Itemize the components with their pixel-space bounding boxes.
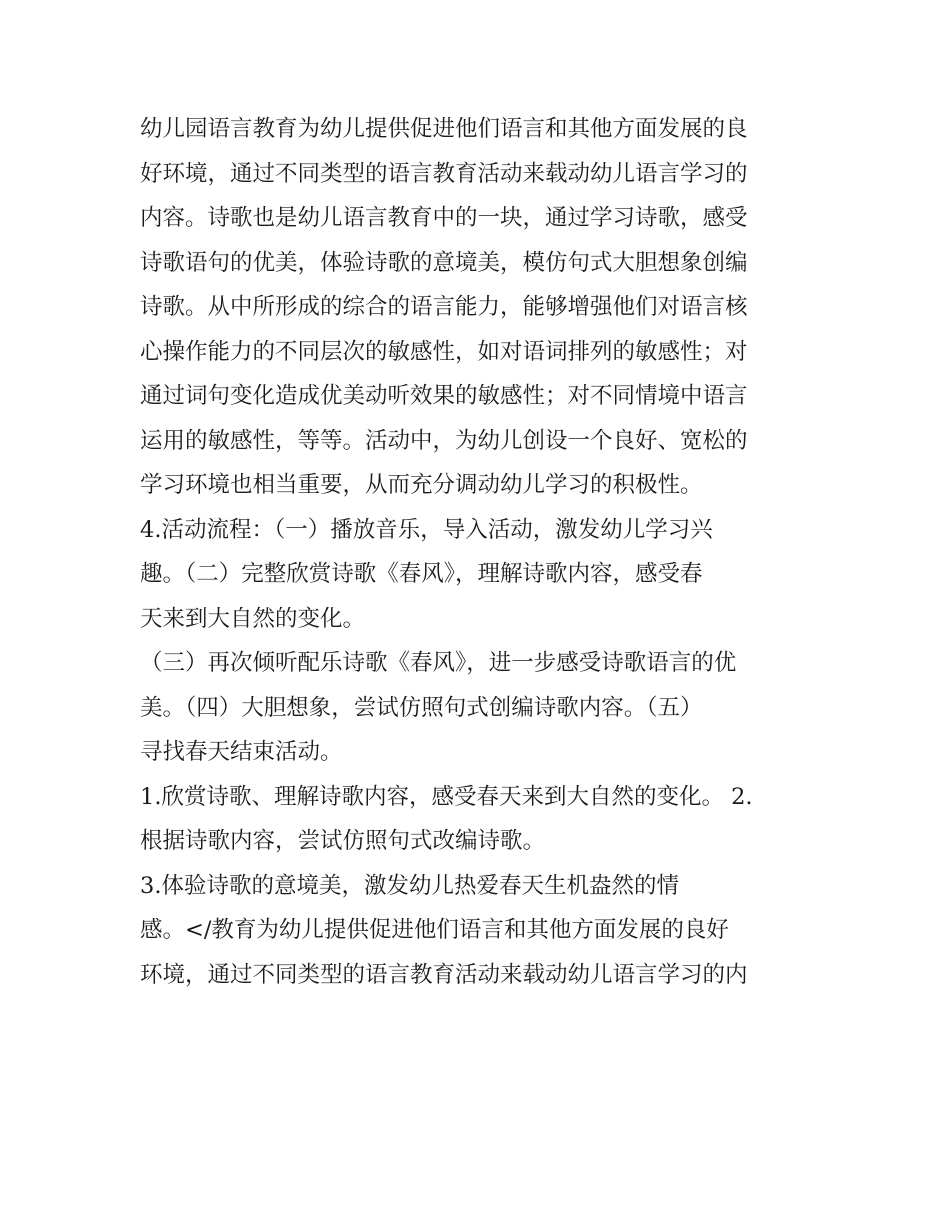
text-line-6: 心操作能力的不同层次的敏感性，如对语词排列的敏感性；对 — [140, 338, 748, 365]
text-line-18: 3.体验诗歌的意境美，激发幼儿热爱春天生机盎然的情 — [140, 872, 679, 899]
document-body — [140, 107, 830, 997]
text-line-10: 4.活动流程：（一）播放音乐，导入活动，激发幼儿学习兴 — [140, 516, 713, 543]
text-line-4: 诗歌语句的优美，体验诗歌的意境美，模仿句式大胆想象创编 — [140, 249, 748, 276]
text-line-7: 通过词句变化造成优美动听效果的敏感性；对不同情境中语言 — [140, 383, 748, 409]
text-line-19: 感。</教育为幼儿提供促进他们语言和其他方面发展的良好 — [140, 917, 729, 943]
text-line-1: 幼儿园语言教育为幼儿提供促进他们语言和其他方面发展的良 — [140, 116, 748, 142]
text-line-3: 内容。诗歌也是幼儿语言教育中的一块，通过学习诗歌，感受 — [140, 205, 748, 231]
text-line-9: 学习环境也相当重要，从而充分调动幼儿学习的积极性。 — [140, 472, 703, 498]
text-line-20: 环境，通过不同类型的语言教育活动来载动幼儿语言学习的内 — [140, 961, 748, 988]
text-line-16: 1.欣赏诗歌、理解诗歌内容，感受春天来到大自然的变化。 2. — [140, 783, 753, 810]
text-line-17: 根据诗歌内容，尝试仿照句式改编诗歌。 — [140, 828, 546, 854]
text-line-11: 趣。（二）完整欣赏诗歌《春风》，理解诗歌内容，感受春 — [140, 561, 703, 587]
text-line-13: （三）再次倾听配乐诗歌《春风》，进一步感受诗歌语言的优 — [140, 650, 737, 676]
text-line-2: 好环境，通过不同类型的语言教育活动来载动幼儿语言学习的 — [140, 160, 748, 187]
text-line-8: 运用的敏感性，等等。活动中，为幼儿创设一个良好、宽松的 — [140, 427, 748, 454]
text-line-14: 美。（四）大胆想象，尝试仿照句式创编诗歌内容。（五） — [140, 694, 703, 721]
text-line-15: 寻找春天结束活动。 — [140, 739, 343, 765]
text-line-12: 天来到大自然的变化。 — [140, 605, 366, 632]
text-line-5: 诗歌。从中所形成的综合的语言能力，能够增强他们对语言核 — [140, 294, 748, 320]
